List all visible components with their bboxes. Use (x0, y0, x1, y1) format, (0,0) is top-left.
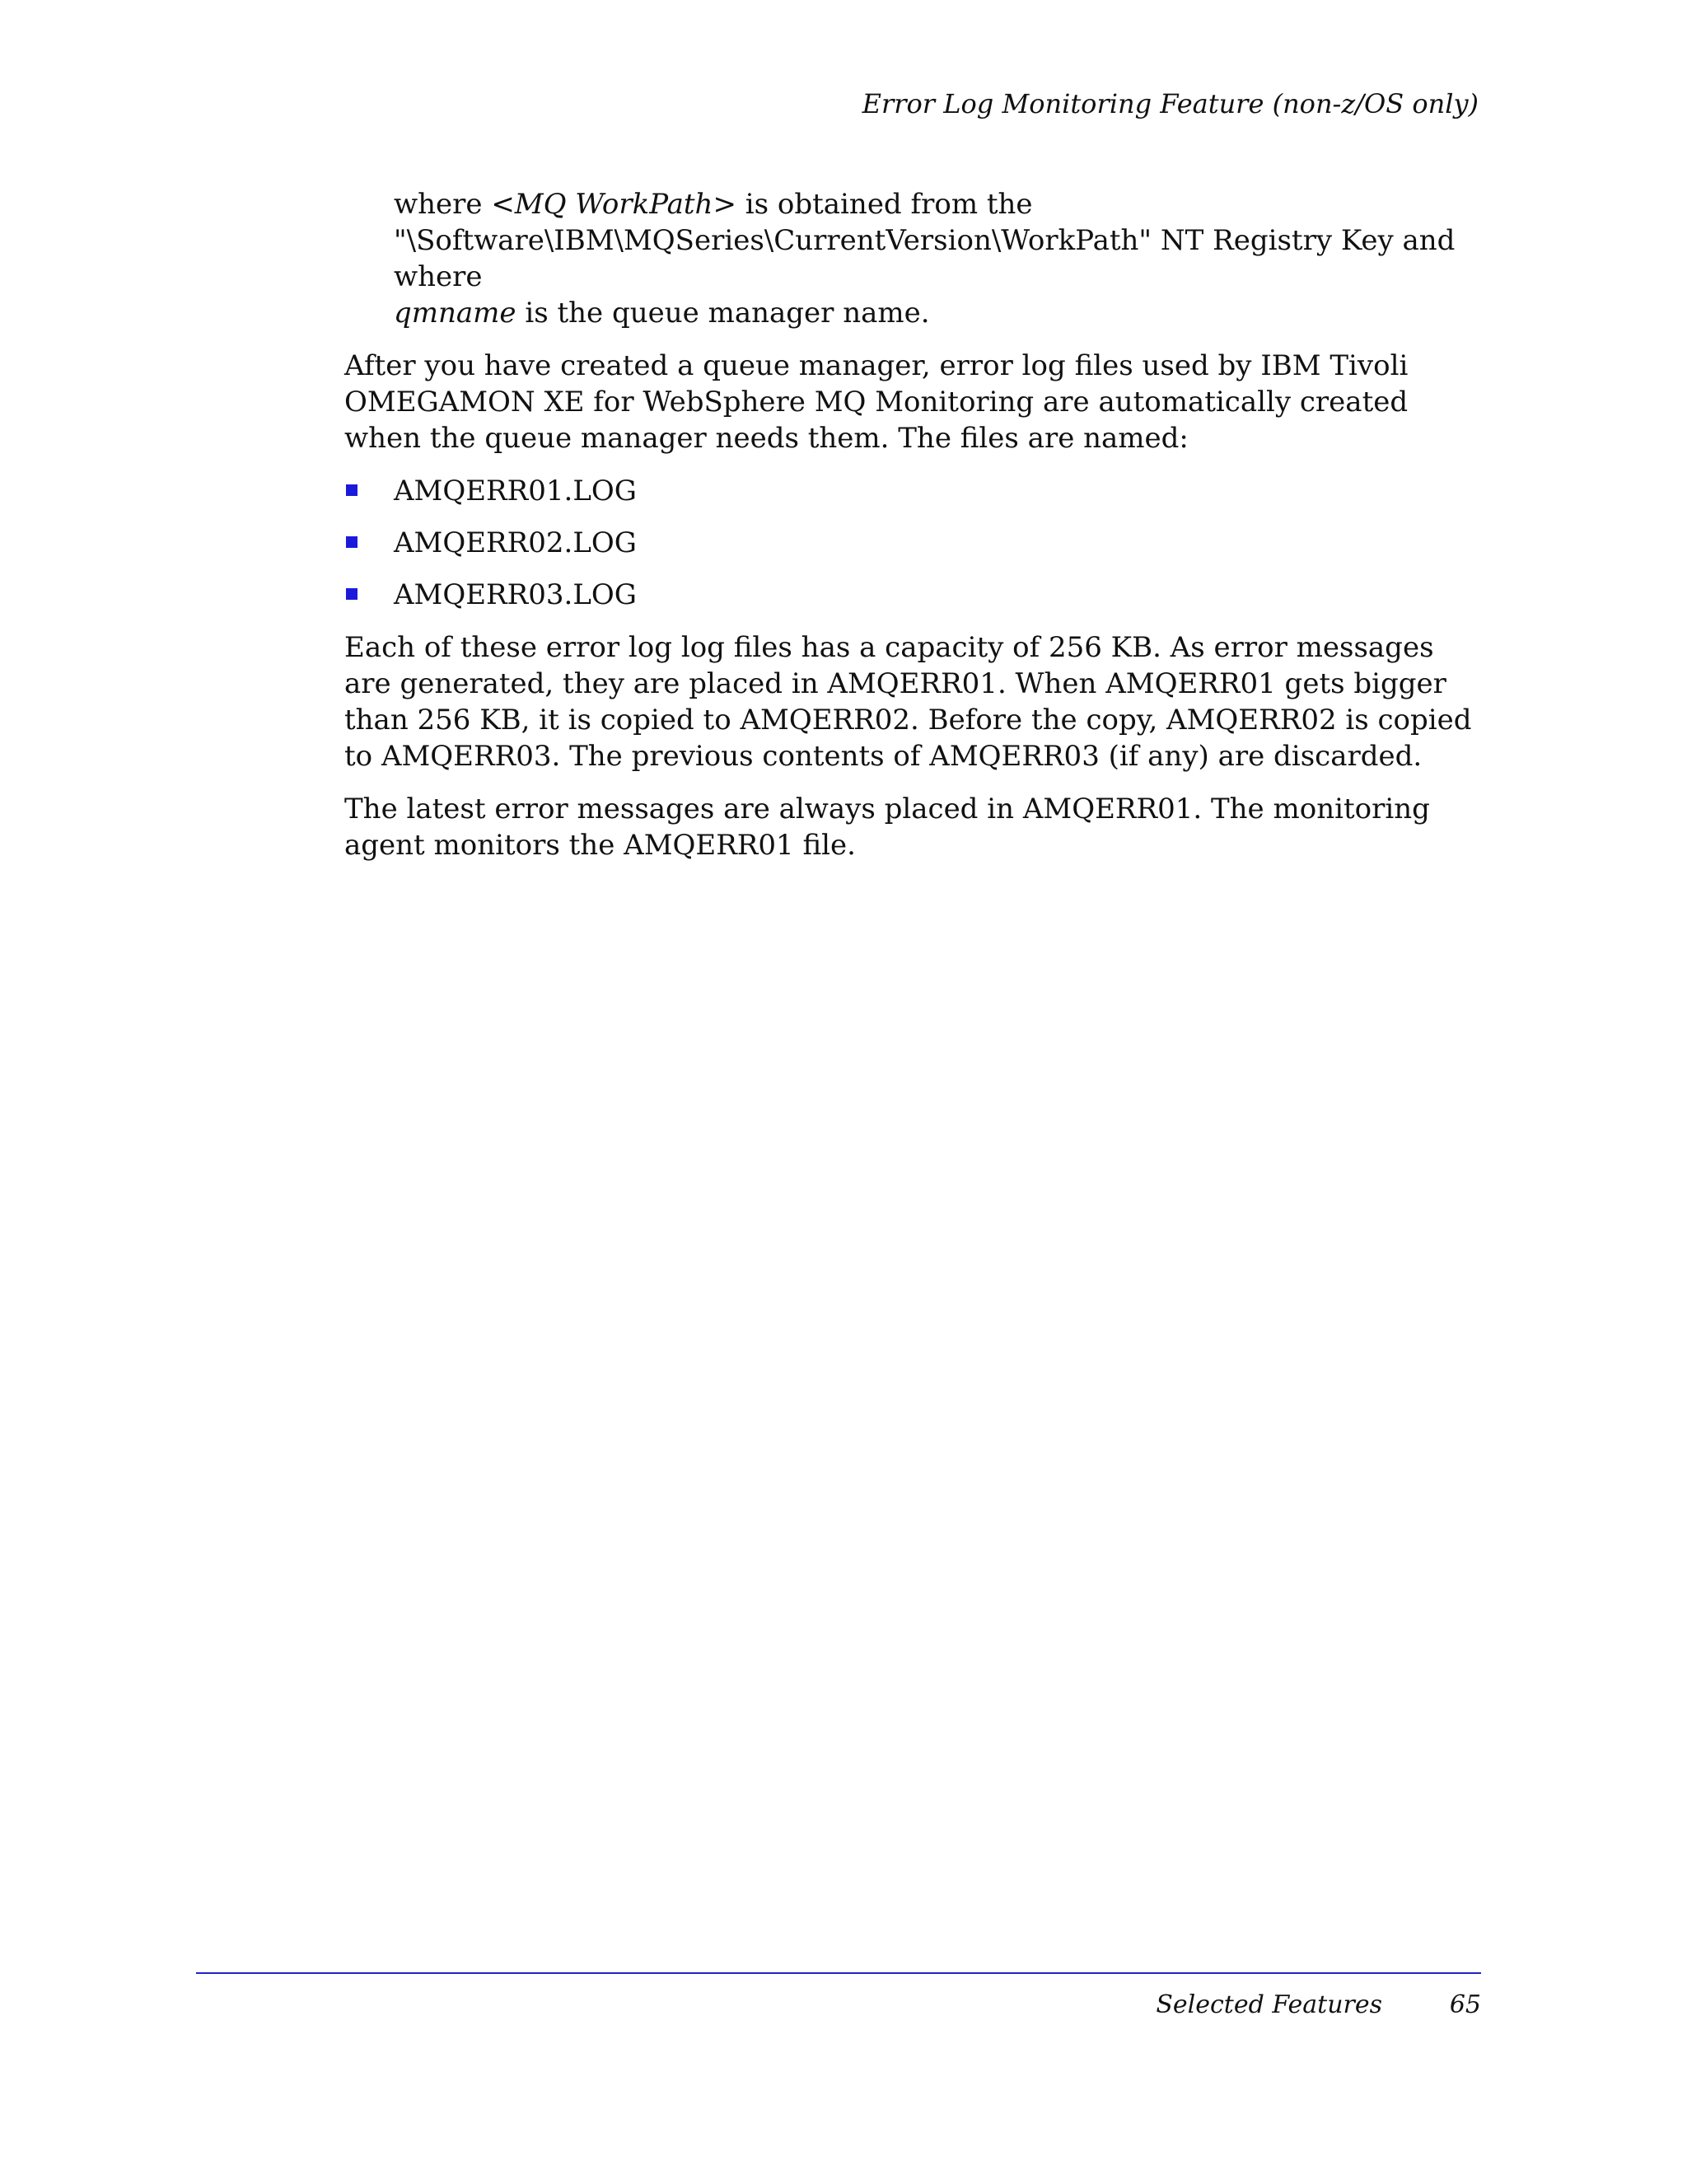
where-rest: is obtained from the (736, 188, 1033, 221)
list-item (344, 577, 1483, 613)
list-item-label: AMQERR02.LOG (394, 526, 637, 559)
log-file-list (344, 473, 1483, 613)
bullet-square-icon (346, 536, 357, 548)
running-header: Error Log Monitoring Feature (non-z/OS only) (862, 88, 1479, 119)
footer-divider (196, 1972, 1481, 1974)
list-item (344, 525, 1483, 561)
registry-key-text: "\Software\IBM\MQSeries\CurrentVersion\WorkPath" NT Registry Key and where (394, 224, 1456, 293)
workpath-paragraph (394, 186, 1483, 331)
page-number: 65 (1449, 1990, 1481, 2019)
capacity-paragraph: Each of these error log log files has a capacity of 256 KB. As error messages are generated, they are placed in AMQERR01. When AMQERR01 gets bigger than 256 KB, it is copied to AMQERR02. Before the copy, AMQERR02 is copied to AMQERR03. The previous contents of AMQERR03 (if any) are discarded. (344, 631, 1472, 773)
qmname-rest: is the queue manager name. (516, 297, 930, 330)
where-intro: where (394, 188, 492, 221)
footer-section-title: Selected Features (1156, 1990, 1382, 2019)
list-item (344, 473, 1483, 509)
latest-paragraph: The latest error messages are always placed in AMQERR01. The monitoring agent monitors the AMQERR01 file. (344, 793, 1430, 862)
body-text (344, 186, 1483, 880)
list-item-label: AMQERR01.LOG (394, 475, 637, 507)
bullet-square-icon (346, 588, 357, 600)
qmname-variable: qmname (394, 297, 516, 330)
bullet-square-icon (346, 484, 357, 496)
mq-workpath-variable: <MQ WorkPath> (491, 188, 736, 221)
list-item-label: AMQERR03.LOG (394, 578, 637, 611)
created-paragraph: After you have created a queue manager, error log files used by IBM Tivoli OMEGAMON XE for WebSphere MQ Monitoring are automatically created when the queue manager needs them. The files are named: (344, 349, 1409, 455)
